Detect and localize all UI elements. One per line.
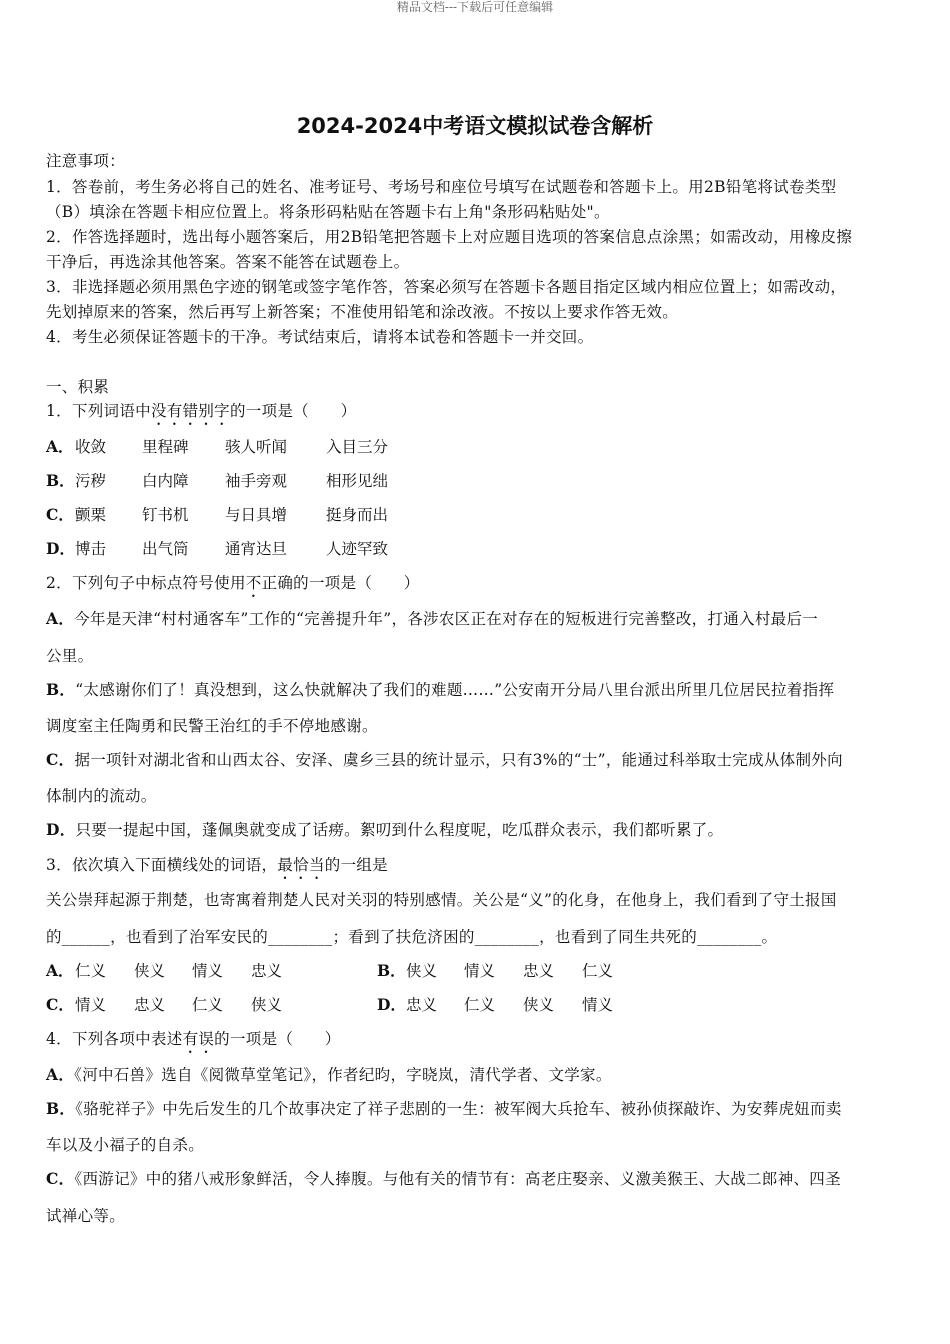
option-word: 颤栗 (75, 506, 107, 524)
option-word: 侠义 (251, 996, 283, 1014)
option-word: 忠义 (251, 962, 283, 980)
option-label: A． (46, 437, 74, 456)
option-label: A． (46, 961, 74, 980)
notice-heading: 注意事项： (46, 152, 126, 170)
option-word: 收敛 (75, 438, 107, 456)
option-word: 通宵达旦 (225, 540, 288, 558)
question-1-stem: 1．下列词语中没有错别字的一项是（ ） (46, 402, 357, 420)
option-label: B． (46, 471, 75, 490)
notice-line: 4．考生必须保证答题卡的干净。考试结束后，请将本试卷和答题卡一并交回。 (46, 328, 594, 346)
option-word: 忠义 (134, 996, 166, 1014)
question-2-option-a: A．今年是天津“村村通客车”工作的“完善提升年”，各涉农区正在对存在的短板进行完善整改，打通入村最后一 (46, 609, 819, 628)
question-4-option-b: B．《骆驼祥子》中先后发生的几个故事决定了祥子悲剧的一生：被军阀大兵抢车、被孙侦探敲诈、为安葬虎妞而卖 (46, 1099, 842, 1118)
page-title: 2024-2024中考语文模拟试卷含解析 (296, 114, 654, 138)
notice-line: 1．答卷前，考生务必将自己的姓名、准考证号、考场号和座位号填写在试题卷和答题卡上。用2B铅笔将试卷类型 (46, 178, 837, 196)
option-label: D． (377, 995, 406, 1014)
page-header: 精品文档---下载后可任意编辑 (396, 0, 554, 14)
question-2-stem: 2．下列句子中标点符号使用不正确的一项是（ ） (46, 574, 420, 592)
option-continuation: 体制内的流动。 (46, 787, 157, 805)
option-word: 仁义 (75, 962, 107, 980)
option-word: 情义 (75, 996, 107, 1014)
option-word: 与日具增 (225, 506, 288, 524)
option-word: 博击 (75, 540, 107, 558)
option-word: 出气筒 (142, 540, 189, 558)
option-word: 仁义 (192, 996, 224, 1014)
option-word: 仁义 (464, 996, 496, 1014)
section-heading: 一、积累 (46, 378, 110, 396)
notice-line: （B）填涂在答题卡相应位置上。将条形码粘贴在答题卡右上角"条形码粘贴处"。 (46, 203, 610, 221)
option-continuation: 调度室主任陶勇和民警王治红的手不停地感谢。 (46, 717, 378, 735)
option-word: 入目三分 (326, 438, 389, 456)
option-label: C． (46, 995, 74, 1014)
notice-line: 2．作答选择题时，选出每小题答案后，用2B铅笔把答题卡上对应题目选项的答案信息点涂黑；如需改动，用橡皮擦 (46, 228, 853, 246)
question-4-stem: 4．下列各项中表述有误的一项是（ ） (46, 1030, 341, 1048)
question-2-option-c: C．据一项针对湖北省和山西太谷、安泽、虞乡三县的统计显示，只有3%的“士”，能通过科举取士完成从体制外向 (46, 750, 843, 769)
option-word: 白内障 (142, 472, 189, 490)
question-3-passage: 关公崇拜起源于荆楚，也寄寓着荆楚人民对关羽的特别感情。关公是“义”的化身，在他身上，我们看到了守土报国 (46, 891, 837, 909)
option-word: 情义 (464, 962, 496, 980)
option-word: 侠义 (406, 962, 438, 980)
option-word: 仁义 (582, 962, 614, 980)
option-word: 污秽 (75, 472, 107, 490)
option-word: 钉书机 (142, 506, 189, 524)
option-word: 袖手旁观 (225, 472, 288, 490)
option-word: 相形见绌 (326, 472, 389, 490)
option-continuation: 车以及小福子的自杀。 (46, 1136, 205, 1154)
option-word: 挺身而出 (326, 506, 389, 524)
question-2-option-d: D．只要一提起中国，蓬佩奥就变成了话痨。絮叨到什么程度呢，吃瓜群众表示，我们都听累了。 (46, 820, 724, 839)
option-word: 情义 (192, 962, 224, 980)
option-word: 情义 (582, 996, 614, 1014)
question-3-stem: 3．依次填入下面横线处的词语，最恰当的一组是 (46, 856, 388, 874)
question-3-passage: 的______，也看到了治军安民的________；看到了扶危济困的________，也看到了同生共死的________。 (46, 928, 778, 946)
question-2-option-b: B．“太感谢你们了！真没想到，这么快就解决了我们的难题……”公安南开分局八里台派出所里几位居民拉着指挥 (46, 680, 835, 699)
option-continuation: 试禅心等。 (46, 1207, 126, 1225)
option-label: D． (46, 539, 75, 558)
option-word: 侠义 (523, 996, 555, 1014)
option-word: 忠义 (523, 962, 555, 980)
option-word: 人迹罕致 (326, 540, 389, 558)
option-word: 侠义 (134, 962, 166, 980)
notice-line: 先划掉原来的答案，然后再写上新答案；不准使用铅笔和涂改液。不按以上要求作答无效。 (46, 303, 679, 321)
option-word: 里程碑 (142, 438, 189, 456)
question-4-option-c: C．《西游记》中的猪八戒形象鲜活，令人捧腹。与他有关的情节有：高老庄娶亲、义激美猴王、大战二郎神、四圣 (46, 1169, 841, 1188)
question-4-option-a: A．《河中石兽》选自《阅微草堂笔记》，作者纪昀，字晓岚，清代学者、文学家。 (46, 1065, 612, 1084)
option-label: B． (377, 961, 406, 980)
notice-line: 3．非选择题必须用黑色字迹的钢笔或签字笔作答，答案必须写在答题卡各题目指定区域内相应位置上；如需改动， (46, 278, 847, 296)
option-label: C． (46, 505, 74, 524)
option-word: 骇人听闻 (225, 438, 288, 456)
option-word: 忠义 (406, 996, 438, 1014)
option-continuation: 公里。 (46, 647, 94, 665)
notice-line: 干净后，再选涂其他答案。答案不能答在试题卷上。 (46, 253, 410, 271)
